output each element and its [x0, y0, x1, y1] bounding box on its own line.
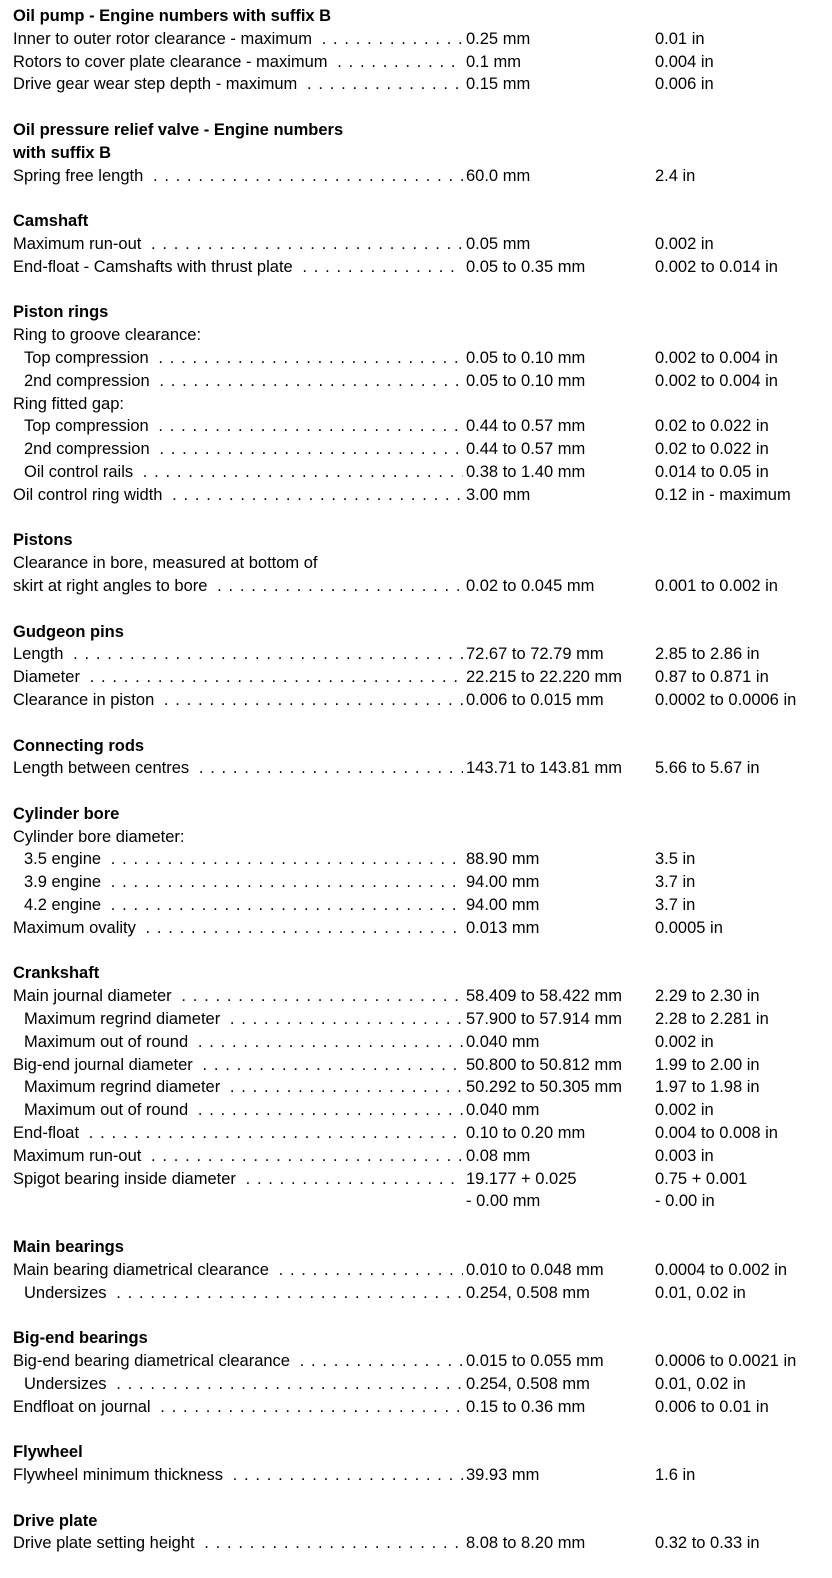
section-piston-rings — [13, 301, 823, 506]
metric-value: 0.44 to 0.57 mm — [466, 440, 586, 459]
label-text: End-float - Camshafts with thrust plate — [13, 258, 297, 276]
spec-row — [13, 347, 823, 370]
spec-label — [13, 1145, 463, 1168]
spec-label — [24, 415, 463, 438]
label-text: skirt at right angles to bore — [13, 577, 211, 595]
imperial-value: 1.97 to 1.98 in — [655, 1078, 760, 1097]
spec-row — [13, 1145, 823, 1168]
spec-label — [24, 1076, 463, 1099]
imperial-value: 0.001 to 0.002 in — [655, 576, 778, 595]
spec-row — [13, 438, 823, 461]
imperial-value: 0.014 to 0.05 in — [655, 462, 769, 481]
metric-value: 94.00 mm — [466, 896, 540, 915]
label-text: Drive gear wear step depth - maximum — [13, 75, 301, 93]
label-text: Maximum run-out — [13, 235, 145, 253]
spec-label — [13, 985, 463, 1008]
metric-value: 0.08 mm — [466, 1146, 531, 1165]
imperial-value: 0.87 to 0.871 in — [655, 668, 769, 687]
metric-value: 0.015 to 0.055 mm — [466, 1352, 604, 1371]
metric-value: 0.006 to 0.015 mm — [466, 690, 604, 709]
imperial-value: 5.66 to 5.67 in — [655, 759, 760, 778]
section-big-end-bearings — [13, 1327, 823, 1418]
spec-row — [13, 233, 823, 256]
subheading-row — [13, 826, 823, 849]
metric-value: 50.292 to 50.305 mm — [466, 1078, 622, 1097]
spec-row — [13, 1168, 823, 1191]
spec-label — [24, 848, 463, 871]
specifications-document — [13, 5, 823, 1578]
metric-value: 0.44 to 0.57 mm — [466, 417, 586, 436]
section-heading: Connecting rods — [13, 736, 145, 755]
imperial-value: 0.002 to 0.004 in — [655, 348, 778, 367]
label-text: Maximum run-out — [13, 1147, 145, 1165]
section-camshaft — [13, 210, 823, 278]
label-text: 4.2 engine — [24, 896, 105, 914]
imperial-value: 0.01, 0.02 in — [655, 1374, 746, 1393]
metric-value: 0.05 to 0.10 mm — [466, 371, 586, 390]
metric-value: 60.0 mm — [466, 166, 531, 185]
section-flywheel — [13, 1441, 823, 1487]
metric-value: 0.05 to 0.35 mm — [466, 257, 586, 276]
label-text: Inner to outer rotor clearance - maximum — [13, 30, 316, 48]
spec-label — [13, 1464, 463, 1487]
spec-row — [13, 575, 823, 598]
label-text: Ring to groove clearance: — [13, 326, 205, 344]
spec-row — [13, 1008, 823, 1031]
label-text: Big-end bearing diametrical clearance — [13, 1352, 294, 1370]
subheading-row — [13, 324, 823, 347]
section-heading: Pistons — [13, 531, 73, 550]
spec-label — [24, 1373, 463, 1396]
subheading-label — [13, 324, 613, 347]
section-connecting-rods — [13, 735, 823, 781]
metric-value: 88.90 mm — [466, 850, 540, 869]
metric-value: 0.10 to 0.20 mm — [466, 1124, 586, 1143]
label-text: Rotors to cover plate clearance - maximum — [13, 53, 332, 71]
label-text: Diameter — [13, 668, 84, 686]
spec-row — [13, 1373, 823, 1396]
spec-row — [13, 51, 823, 74]
label-text: End-float — [13, 1124, 83, 1142]
imperial-value: 0.006 to 0.01 in — [655, 1397, 769, 1416]
spec-label — [13, 233, 463, 256]
imperial-value: 3.5 in — [655, 850, 696, 869]
section-heading: Drive plate — [13, 1511, 98, 1530]
spec-label — [13, 1122, 463, 1145]
section-heading: Camshaft — [13, 212, 89, 231]
section-oil-pressure-relief-valve-engine-numbers — [13, 119, 823, 187]
spec-row — [13, 689, 823, 712]
metric-value: 0.010 to 0.048 mm — [466, 1260, 604, 1279]
label-text: Clearance in bore, measured at bottom of — [13, 554, 322, 572]
section-heading: Piston rings — [13, 303, 109, 322]
label-text: Undersizes — [24, 1284, 111, 1302]
metric-value: 0.38 to 1.40 mm — [466, 462, 586, 481]
metric-value: 0.25 mm — [466, 29, 531, 48]
label-text: Flywheel minimum thickness — [13, 1466, 227, 1484]
spec-row — [13, 1464, 823, 1487]
spec-label — [13, 1054, 463, 1077]
metric-value: 0.254, 0.508 mm — [466, 1374, 590, 1393]
spec-row — [13, 1282, 823, 1305]
imperial-value: 2.4 in — [655, 166, 696, 185]
imperial-value: 2.85 to 2.86 in — [655, 645, 760, 664]
metric-value: 0.02 to 0.045 mm — [466, 576, 595, 595]
spec-row — [13, 73, 823, 96]
label-text: 3.5 engine — [24, 850, 105, 868]
spec-row — [13, 1122, 823, 1145]
spec-row — [13, 415, 823, 438]
subheading-row — [13, 393, 823, 416]
spec-label — [13, 165, 463, 188]
imperial-value: 0.0004 to 0.002 in — [655, 1260, 788, 1279]
spec-row — [13, 165, 823, 188]
imperial-value: 0.0005 in — [655, 918, 723, 937]
section-gudgeon-pins — [13, 621, 823, 712]
imperial-value: 0.75 + 0.001 — [655, 1169, 748, 1188]
metric-value: 22.215 to 22.220 mm — [466, 668, 622, 687]
metric-value: 0.05 mm — [466, 234, 531, 253]
label-text: Top compression — [24, 349, 153, 367]
imperial-value: 0.01, 0.02 in — [655, 1283, 746, 1302]
label-text: 3.9 engine — [24, 873, 105, 891]
spec-label — [24, 438, 463, 461]
label-text: 2nd compression — [24, 440, 154, 458]
spec-row — [13, 28, 823, 51]
spec-row — [13, 848, 823, 871]
imperial-value: 2.28 to 2.281 in — [655, 1010, 769, 1029]
label-text: Spigot bearing inside diameter — [13, 1170, 240, 1188]
imperial-value: 3.7 in — [655, 873, 696, 892]
spec-row — [13, 1031, 823, 1054]
spec-label — [13, 51, 463, 74]
section-heading: Flywheel — [13, 1443, 83, 1462]
spec-label — [24, 1031, 463, 1054]
metric-value: 0.15 to 0.36 mm — [466, 1397, 586, 1416]
spec-row — [13, 917, 823, 940]
section-heading: Big-end bearings — [13, 1329, 148, 1348]
imperial-value: 0.004 in — [655, 52, 714, 71]
spec-label — [24, 871, 463, 894]
label-text: Cylinder bore diameter: — [13, 828, 189, 846]
label-text: Main journal diameter — [13, 987, 176, 1005]
subheading-label — [13, 826, 613, 849]
subheading-label — [13, 552, 613, 575]
imperial-value: 0.004 to 0.008 in — [655, 1124, 778, 1143]
label-text: Length between centres — [13, 759, 193, 777]
spec-row — [13, 1099, 823, 1122]
imperial-value: 0.002 in — [655, 234, 714, 253]
label-text: 2nd compression — [24, 372, 154, 390]
spec-row — [13, 1396, 823, 1419]
spec-label — [24, 1282, 463, 1305]
metric-value: 3.00 mm — [466, 485, 531, 504]
imperial-value: 2.29 to 2.30 in — [655, 987, 760, 1006]
spec-row — [13, 666, 823, 689]
section-pistons — [13, 529, 823, 597]
spec-label — [13, 1259, 463, 1282]
imperial-value: 0.01 in — [655, 29, 705, 48]
imperial-value: 1.6 in — [655, 1466, 696, 1484]
label-text: Top compression — [24, 417, 153, 435]
imperial-value: 0.0006 to 0.0021 in — [655, 1352, 797, 1371]
section-heading: Cylinder bore — [13, 804, 120, 823]
section-crankshaft — [13, 962, 823, 1213]
label-text: Maximum regrind diameter — [24, 1010, 224, 1028]
section-drive-plate — [13, 1510, 823, 1556]
spec-row — [13, 256, 823, 279]
label-text: Big-end journal diameter — [13, 1056, 197, 1074]
imperial-value: 3.7 in — [655, 896, 696, 915]
metric-value: 72.67 to 72.79 mm — [466, 645, 604, 664]
spec-label — [13, 1396, 463, 1419]
spec-label — [13, 256, 463, 279]
section-oil-pump-engine-numbers-with-suffix-b — [13, 5, 823, 96]
metric-value: - 0.00 mm — [466, 1192, 541, 1211]
label-text: Undersizes — [24, 1375, 111, 1393]
metric-value: 0.254, 0.508 mm — [466, 1283, 590, 1302]
spec-row — [13, 985, 823, 1008]
imperial-value: - 0.00 in — [655, 1192, 715, 1211]
section-heading: Oil pressure relief valve - Engine numbers — [13, 120, 344, 139]
section-heading: Crankshaft — [13, 964, 100, 983]
spec-label — [24, 461, 463, 484]
imperial-value: 0.32 to 0.33 in — [655, 1534, 760, 1553]
spec-label — [24, 894, 463, 917]
spec-label — [13, 1168, 463, 1191]
label-text: Drive plate setting height — [13, 1534, 199, 1552]
spec-row — [13, 757, 823, 780]
label-text: Length — [13, 645, 67, 663]
metric-value: 8.08 to 8.20 mm — [466, 1534, 586, 1553]
metric-value: 143.71 to 143.81 mm — [466, 759, 622, 778]
metric-value: 0.040 mm — [466, 1032, 540, 1051]
spec-label — [13, 666, 463, 689]
metric-value: 19.177 + 0.025 — [466, 1169, 577, 1188]
imperial-value: 0.02 to 0.022 in — [655, 417, 769, 436]
spec-label — [13, 575, 463, 598]
section-cylinder-bore — [13, 803, 823, 940]
spec-label — [13, 73, 463, 96]
label-text: Main bearing diametrical clearance — [13, 1261, 273, 1279]
imperial-value: 0.002 to 0.004 in — [655, 371, 778, 390]
section-heading: Main bearings — [13, 1238, 124, 1257]
spec-row — [13, 871, 823, 894]
spec-label — [13, 917, 463, 940]
spec-label — [13, 689, 463, 712]
metric-value: 0.05 to 0.10 mm — [466, 348, 586, 367]
imperial-value: 1.99 to 2.00 in — [655, 1055, 760, 1074]
spec-row — [13, 1054, 823, 1077]
spec-label — [13, 643, 463, 666]
label-text: Maximum ovality — [13, 919, 140, 937]
imperial-value: 0.12 in - maximum — [655, 485, 791, 504]
metric-value: 57.900 to 57.914 mm — [466, 1010, 622, 1029]
section-heading: Gudgeon pins — [13, 622, 124, 641]
subheading-row — [13, 552, 823, 575]
spec-label — [24, 347, 463, 370]
label-text: Spring free length — [13, 167, 147, 185]
section-main-bearings — [13, 1236, 823, 1304]
spec-row — [13, 1350, 823, 1373]
metric-value: 0.040 mm — [466, 1101, 540, 1120]
spec-row — [13, 1259, 823, 1282]
imperial-value: 0.003 in — [655, 1146, 714, 1165]
label-text: Maximum out of round — [24, 1033, 192, 1051]
subheading-label — [13, 393, 613, 416]
label-text: Maximum regrind diameter — [24, 1078, 224, 1096]
spec-label — [13, 1532, 463, 1555]
spec-row — [13, 484, 823, 507]
imperial-value: 0.002 in — [655, 1101, 714, 1120]
metric-value: 0.1 mm — [466, 52, 522, 71]
metric-value: 0.15 mm — [466, 75, 531, 94]
spec-label — [13, 28, 463, 51]
imperial-value: 0.0002 to 0.0006 in — [655, 690, 797, 709]
metric-value: 39.93 mm — [466, 1466, 540, 1484]
section-heading: Oil pump - Engine numbers with suffix B — [13, 7, 332, 25]
label-text: Ring fitted gap: — [13, 395, 128, 413]
spec-label — [13, 1350, 463, 1373]
spec-label — [24, 1099, 463, 1122]
label-text: Clearance in piston — [13, 691, 158, 709]
spec-label — [24, 370, 463, 393]
metric-value: 0.013 mm — [466, 918, 540, 937]
imperial-value: 0.002 to 0.014 in — [655, 257, 778, 276]
metric-value: 50.800 to 50.812 mm — [466, 1055, 622, 1074]
spec-row — [13, 894, 823, 917]
metric-value: 58.409 to 58.422 mm — [466, 987, 622, 1006]
label-text: Oil control ring width — [13, 486, 166, 504]
imperial-value: 0.002 in — [655, 1032, 714, 1051]
imperial-value: 0.006 in — [655, 75, 714, 94]
spec-row — [13, 1532, 823, 1555]
spec-row — [13, 370, 823, 393]
label-text: Oil control rails — [24, 463, 137, 481]
spec-row — [13, 461, 823, 484]
spec-label — [13, 484, 463, 507]
spec-label — [24, 1008, 463, 1031]
spec-row — [13, 643, 823, 666]
spec-label — [13, 757, 463, 780]
metric-value: 94.00 mm — [466, 873, 540, 892]
imperial-value: 0.02 to 0.022 in — [655, 440, 769, 459]
spec-row — [13, 1190, 823, 1213]
spec-row — [13, 1076, 823, 1099]
label-text: Endfloat on journal — [13, 1398, 155, 1416]
section-heading-continued: with suffix B — [13, 143, 112, 162]
label-text: Maximum out of round — [24, 1101, 192, 1119]
